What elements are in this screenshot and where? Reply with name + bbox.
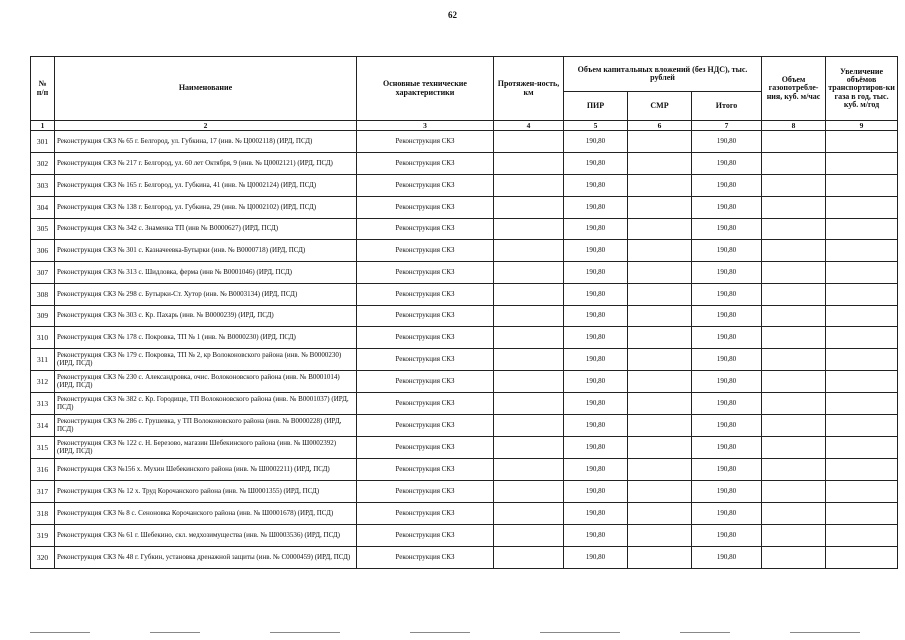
row-gas [762,371,826,393]
row-smr [628,525,692,547]
row-gas [762,437,826,459]
table-row [31,525,898,547]
header-col-name: Наименование [55,57,357,121]
row-gas [762,459,826,481]
row-increase [826,219,898,240]
row-length [494,415,564,437]
column-number: 1 [31,121,55,131]
table-row [31,240,898,262]
row-tech: Реконструкция СКЗ [357,415,494,437]
investment-table [30,56,898,569]
row-gas [762,306,826,327]
row-length [494,197,564,219]
column-number: 5 [564,121,628,131]
row-gas [762,481,826,503]
row-increase [826,459,898,481]
row-length [494,219,564,240]
row-number: 302 [31,153,55,175]
row-length [494,547,564,569]
row-increase [826,481,898,503]
row-increase [826,175,898,197]
row-number: 319 [31,525,55,547]
row-name: Реконструкция СКЗ № 286 с. Грушевка, у ТП Волоконовского района (инв. № В0000228) (ИРД, ПСД) [55,415,357,437]
table-row [31,459,898,481]
row-pir: 190,80 [564,371,628,393]
table-row [31,503,898,525]
row-pir: 190,80 [564,197,628,219]
row-tech: Реконструкция СКЗ [357,503,494,525]
row-length [494,459,564,481]
header-col-length: Протяжен-ность, км [494,57,564,121]
row-number: 304 [31,197,55,219]
row-pir: 190,80 [564,153,628,175]
row-pir: 190,80 [564,327,628,349]
row-increase [826,240,898,262]
row-gas [762,262,826,284]
row-smr [628,481,692,503]
row-name: Реконструкция СКЗ № 61 г. Шебекино, скл. медхозимущества (инв. № Ш0003536) (ИРД, ПСД) [55,525,357,547]
table-row [31,131,898,153]
row-pir: 190,80 [564,525,628,547]
row-name: Реконструкция СКЗ № 382 с. Кр. Городище, ТП Волоконовского района (инв. № В0001037) (ИРД, ПСД) [55,393,357,415]
row-name: Реконструкция СКЗ № 179 с. Покровка, ТП № 2, кр Волоконовского района (инв. № В0000230) (ИРД, ПСД) [55,349,357,371]
scan-bottom-edge [0,632,905,634]
row-number: 309 [31,306,55,327]
row-tech: Реконструкция СКЗ [357,437,494,459]
row-total: 190,80 [692,327,762,349]
row-tech: Реконструкция СКЗ [357,219,494,240]
row-total: 190,80 [692,503,762,525]
row-name: Реконструкция СКЗ № 230 с. Александровка, очис. Волоконовского района (инв. № В0001014) (ИРД, ПСД) [55,371,357,393]
table-row [31,415,898,437]
row-gas [762,175,826,197]
row-smr [628,262,692,284]
row-name: Реконструкция СКЗ № 65 г. Белгород, ул. Губкина, 17 (инв. № Ц0002118) (ИРД, ПСД) [55,131,357,153]
row-total: 190,80 [692,459,762,481]
table-row [31,371,898,393]
row-tech: Реконструкция СКЗ [357,240,494,262]
table-row [31,262,898,284]
row-length [494,131,564,153]
row-length [494,262,564,284]
row-pir: 190,80 [564,306,628,327]
row-tech: Реконструкция СКЗ [357,525,494,547]
row-name: Реконструкция СКЗ № 313 с. Шидловка, ферма (инв № В0001046) (ИРД, ПСД) [55,262,357,284]
row-number: 316 [31,459,55,481]
row-increase [826,197,898,219]
header-col-total: Итого [692,92,762,121]
row-name: Реконструкция СКЗ № 48 г. Губкин, установка дренажной защиты (инв. № С0000459) (ИРД, ПСД) [55,547,357,569]
row-tech: Реконструкция СКЗ [357,349,494,371]
page-number: 62 [448,10,457,20]
row-increase [826,371,898,393]
row-gas [762,131,826,153]
row-name: Реконструкция СКЗ № 342 с. Знаменка ТП (инв № В0000627) (ИРД, ПСД) [55,219,357,240]
row-pir: 190,80 [564,219,628,240]
row-smr [628,327,692,349]
row-tech: Реконструкция СКЗ [357,153,494,175]
row-length [494,371,564,393]
row-increase [826,503,898,525]
row-increase [826,153,898,175]
column-number: 8 [762,121,826,131]
row-length [494,437,564,459]
row-length [494,175,564,197]
row-total: 190,80 [692,219,762,240]
row-gas [762,547,826,569]
row-total: 190,80 [692,481,762,503]
row-tech: Реконструкция СКЗ [357,371,494,393]
row-number: 312 [31,371,55,393]
header-col-pir: ПИР [564,92,628,121]
row-total: 190,80 [692,393,762,415]
row-length [494,503,564,525]
column-number: 6 [628,121,692,131]
row-total: 190,80 [692,284,762,306]
table-row [31,219,898,240]
table-row [31,284,898,306]
row-pir: 190,80 [564,415,628,437]
row-total: 190,80 [692,197,762,219]
row-pir: 190,80 [564,240,628,262]
row-length [494,284,564,306]
row-number: 306 [31,240,55,262]
row-pir: 190,80 [564,284,628,306]
row-total: 190,80 [692,415,762,437]
header-col-num: № п/п [31,57,55,121]
row-name: Реконструкция СКЗ № 8 с. Сеноновка Корочанского района (инв. № Ш0001678) (ИРД, ПСД) [55,503,357,525]
row-pir: 190,80 [564,131,628,153]
column-number: 7 [692,121,762,131]
row-smr [628,240,692,262]
table-row [31,437,898,459]
row-number: 310 [31,327,55,349]
row-pir: 190,80 [564,459,628,481]
row-smr [628,393,692,415]
row-gas [762,197,826,219]
row-length [494,153,564,175]
row-smr [628,284,692,306]
row-smr [628,503,692,525]
row-total: 190,80 [692,240,762,262]
row-total: 190,80 [692,175,762,197]
row-pir: 190,80 [564,547,628,569]
row-gas [762,327,826,349]
row-total: 190,80 [692,262,762,284]
row-tech: Реконструкция СКЗ [357,327,494,349]
header-col-increase: Увеличение объёмов транспортиров-ки газа в год, тыс. куб. м/год [826,57,898,121]
row-length [494,327,564,349]
row-number: 303 [31,175,55,197]
row-total: 190,80 [692,437,762,459]
row-total: 190,80 [692,349,762,371]
row-smr [628,175,692,197]
column-number: 2 [55,121,357,131]
row-number: 317 [31,481,55,503]
row-pir: 190,80 [564,262,628,284]
row-smr [628,459,692,481]
row-total: 190,80 [692,153,762,175]
row-tech: Реконструкция СКЗ [357,306,494,327]
row-tech: Реконструкция СКЗ [357,284,494,306]
row-number: 313 [31,393,55,415]
table-row [31,547,898,569]
row-length [494,349,564,371]
row-gas [762,240,826,262]
column-number: 9 [826,121,898,131]
row-increase [826,131,898,153]
row-name: Реконструкция СКЗ № 301 с. Казначеевка-Бутырки (инв. № В0000718) (ИРД, ПСД) [55,240,357,262]
row-pir: 190,80 [564,393,628,415]
row-tech: Реконструкция СКЗ [357,262,494,284]
table-row [31,175,898,197]
row-increase [826,306,898,327]
row-name: Реконструкция СКЗ № 298 с. Бутырки-Ст. Хутор (инв. № В0003134) (ИРД, ПСД) [55,284,357,306]
row-number: 315 [31,437,55,459]
row-gas [762,525,826,547]
row-gas [762,349,826,371]
row-pir: 190,80 [564,503,628,525]
row-tech: Реконструкция СКЗ [357,393,494,415]
row-pir: 190,80 [564,437,628,459]
row-number: 314 [31,415,55,437]
header-col-gas: Объем газопотребле-ния, куб. м/час [762,57,826,121]
row-increase [826,415,898,437]
row-name: Реконструкция СКЗ № 138 г. Белгород, ул. Губкина, 29 (инв. № Ц0002102) (ИРД, ПСД) [55,197,357,219]
row-length [494,525,564,547]
row-pir: 190,80 [564,175,628,197]
row-name: Реконструкция СКЗ № 165 г. Белгород, ул. Губкина, 41 (инв. № Ц0002124) (ИРД, ПСД) [55,175,357,197]
table-row [31,393,898,415]
row-length [494,240,564,262]
row-gas [762,503,826,525]
row-increase [826,349,898,371]
row-gas [762,284,826,306]
row-smr [628,437,692,459]
row-smr [628,371,692,393]
row-name: Реконструкция СКЗ № 122 с. Н. Березово, магазин Шебекинского района (инв. № Ш0002392) (ИРД, ПСД) [55,437,357,459]
row-total: 190,80 [692,547,762,569]
row-number: 311 [31,349,55,371]
row-smr [628,415,692,437]
row-smr [628,131,692,153]
row-increase [826,284,898,306]
table-row [31,306,898,327]
row-total: 190,80 [692,306,762,327]
row-gas [762,153,826,175]
row-smr [628,153,692,175]
row-tech: Реконструкция СКЗ [357,175,494,197]
row-increase [826,437,898,459]
row-smr [628,219,692,240]
header-col-tech: Основные технические характеристики [357,57,494,121]
row-gas [762,393,826,415]
row-smr [628,197,692,219]
row-smr [628,349,692,371]
row-increase [826,547,898,569]
header-col-smr: СМР [628,92,692,121]
row-number: 301 [31,131,55,153]
row-tech: Реконструкция СКЗ [357,481,494,503]
row-number: 307 [31,262,55,284]
row-pir: 190,80 [564,349,628,371]
row-name: Реконструкция СКЗ № 12 х. Труд Корочанского района (инв. № Ш0001355) (ИРД, ПСД) [55,481,357,503]
row-name: Реконструкция СКЗ № 178 с. Покровка, ТП № 1 (инв. № В0000230) (ИРД, ПСД) [55,327,357,349]
column-number: 3 [357,121,494,131]
column-number: 4 [494,121,564,131]
row-total: 190,80 [692,371,762,393]
row-tech: Реконструкция СКЗ [357,197,494,219]
row-name: Реконструкция СКЗ № 217 г. Белгород, ул. 60 лет Октября, 9 (инв. № Ц0002121) (ИРД, ПСД) [55,153,357,175]
table-row [31,349,898,371]
row-number: 305 [31,219,55,240]
row-total: 190,80 [692,525,762,547]
row-tech: Реконструкция СКЗ [357,547,494,569]
table-row [31,327,898,349]
row-name: Реконструкция СКЗ № 303 с. Кр. Пахарь (инв. № В0000239) (ИРД, ПСД) [55,306,357,327]
row-length [494,306,564,327]
row-increase [826,262,898,284]
row-number: 308 [31,284,55,306]
table-row [31,481,898,503]
row-length [494,481,564,503]
row-number: 320 [31,547,55,569]
row-length [494,393,564,415]
row-increase [826,327,898,349]
row-tech: Реконструкция СКЗ [357,459,494,481]
table-row [31,197,898,219]
row-gas [762,415,826,437]
row-increase [826,525,898,547]
row-total: 190,80 [692,131,762,153]
row-smr [628,306,692,327]
row-pir: 190,80 [564,481,628,503]
row-smr [628,547,692,569]
row-increase [826,393,898,415]
row-gas [762,219,826,240]
table-row [31,153,898,175]
header-col-invest: Объем капитальных вложений (без НДС), тыс. рублей [564,57,762,92]
row-number: 318 [31,503,55,525]
row-tech: Реконструкция СКЗ [357,131,494,153]
row-name: Реконструкция СКЗ №156 х. Мухин Шебекинского района (инв. № Ш0002211) (ИРД, ПСД) [55,459,357,481]
